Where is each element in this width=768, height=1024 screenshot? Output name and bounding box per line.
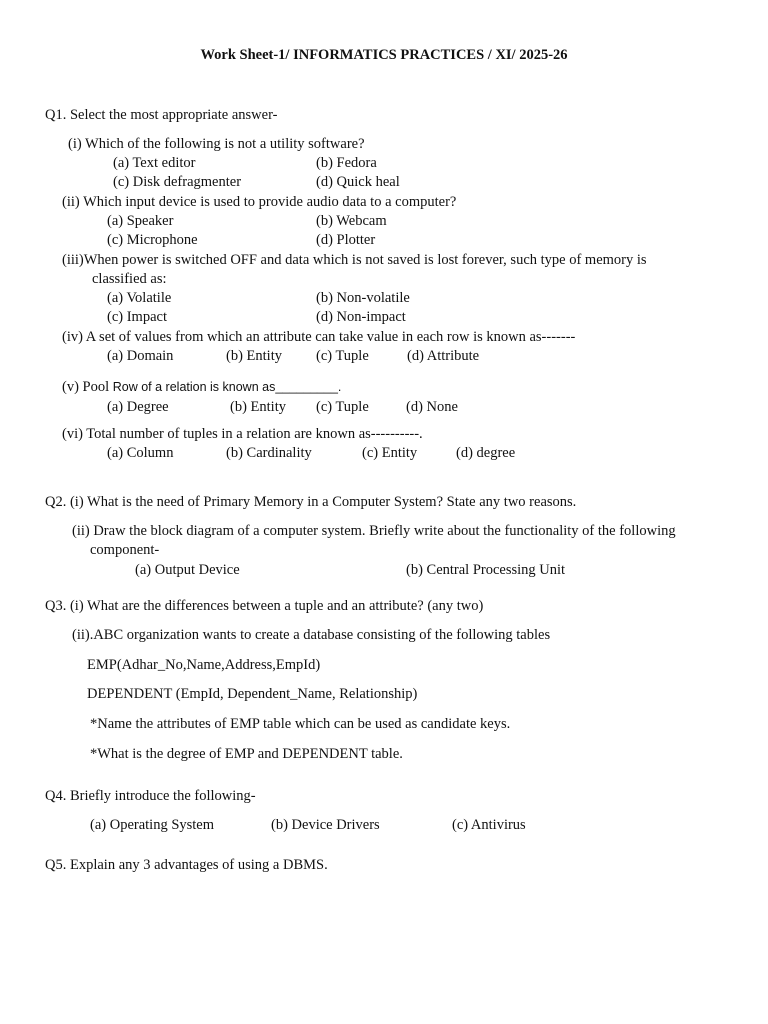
q1-iii-question: (iii)When power is switched OFF and data which is not saved is lost forever, such type of memory is	[62, 252, 647, 268]
option: (a) Text editor	[113, 155, 196, 171]
option: (a) Column	[107, 445, 174, 461]
q3-subquestion: *Name the attributes of EMP table which can be used as candidate keys.	[90, 716, 511, 732]
emp-table-schema: EMP(Adhar_No,Name,Address,EmpId)	[87, 657, 321, 673]
option: (b) Cardinality	[226, 445, 312, 461]
option: (a) Volatile	[107, 290, 172, 306]
option: (b) Entity	[226, 348, 282, 364]
option: (b) Fedora	[316, 155, 377, 171]
q1-iii-question-cont: classified as:	[92, 271, 167, 287]
q3-subquestion: *What is the degree of EMP and DEPENDENT table.	[90, 746, 403, 762]
option: (a) Output Device	[135, 562, 240, 578]
q5-heading: Q5. Explain any 3 advantages of using a DBMS.	[45, 857, 328, 873]
option: (b) Central Processing Unit	[406, 562, 566, 578]
option: (d) Quick heal	[316, 174, 400, 190]
option: (c) Disk defragmenter	[113, 174, 242, 190]
option: (b) Entity	[230, 399, 286, 415]
option: (c) Entity	[362, 445, 418, 461]
q1-v-question	[62, 378, 341, 396]
option: (c) Microphone	[107, 232, 198, 248]
q2-i: Q2. (i) What is the need of Primary Memory in a Computer System? State any two reasons.	[45, 494, 577, 510]
option: (c) Antivirus	[452, 817, 526, 833]
option: (d) Plotter	[316, 232, 376, 248]
option: (c) Tuple	[316, 399, 369, 415]
q1-i-question: (i) Which of the following is not a utility software?	[68, 136, 365, 152]
q2-ii-cont: component-	[90, 542, 160, 558]
option: (d) degree	[456, 445, 516, 461]
q4-heading: Q4. Briefly introduce the following-	[45, 788, 256, 804]
option: (a) Degree	[107, 399, 169, 415]
option: (b) Non-volatile	[316, 290, 410, 306]
q1-iv-question: (iv) A set of values from which an attribute can take value in each row is known as-------	[62, 329, 576, 345]
q2-ii: (ii) Draw the block diagram of a computer system. Briefly write about the functionality of the following	[72, 523, 676, 539]
q1-vi-question: (vi) Total number of tuples in a relation are known as----------.	[62, 426, 423, 442]
q1-v-prefix: (v) Pool	[62, 379, 113, 395]
option: (b) Webcam	[316, 213, 387, 229]
option: (c) Tuple	[316, 348, 369, 364]
worksheet-title: Work Sheet-1/ INFORMATICS PRACTICES / XI/ 2025-26	[200, 47, 568, 63]
option: (d) None	[406, 399, 458, 415]
dependent-table-schema: DEPENDENT (EmpId, Dependent_Name, Relationship)	[87, 686, 418, 702]
option: (a) Operating System	[90, 817, 215, 833]
q3-ii: (ii).ABC organization wants to create a database consisting of the following tables	[72, 627, 551, 643]
option: (d) Attribute	[407, 348, 480, 364]
q1-v-text: Row of a relation is known as_________.	[112, 380, 342, 394]
option: (a) Speaker	[107, 213, 174, 229]
option: (b) Device Drivers	[271, 817, 380, 833]
option: (c) Impact	[107, 309, 167, 325]
q1-ii-question: (ii) Which input device is used to provide audio data to a computer?	[62, 194, 457, 210]
option: (d) Non-impact	[316, 309, 406, 325]
q3-i: Q3. (i) What are the differences between a tuple and an attribute? (any two)	[45, 598, 484, 614]
option: (a) Domain	[107, 348, 174, 364]
q1-heading: Q1. Select the most appropriate answer-	[45, 107, 278, 123]
